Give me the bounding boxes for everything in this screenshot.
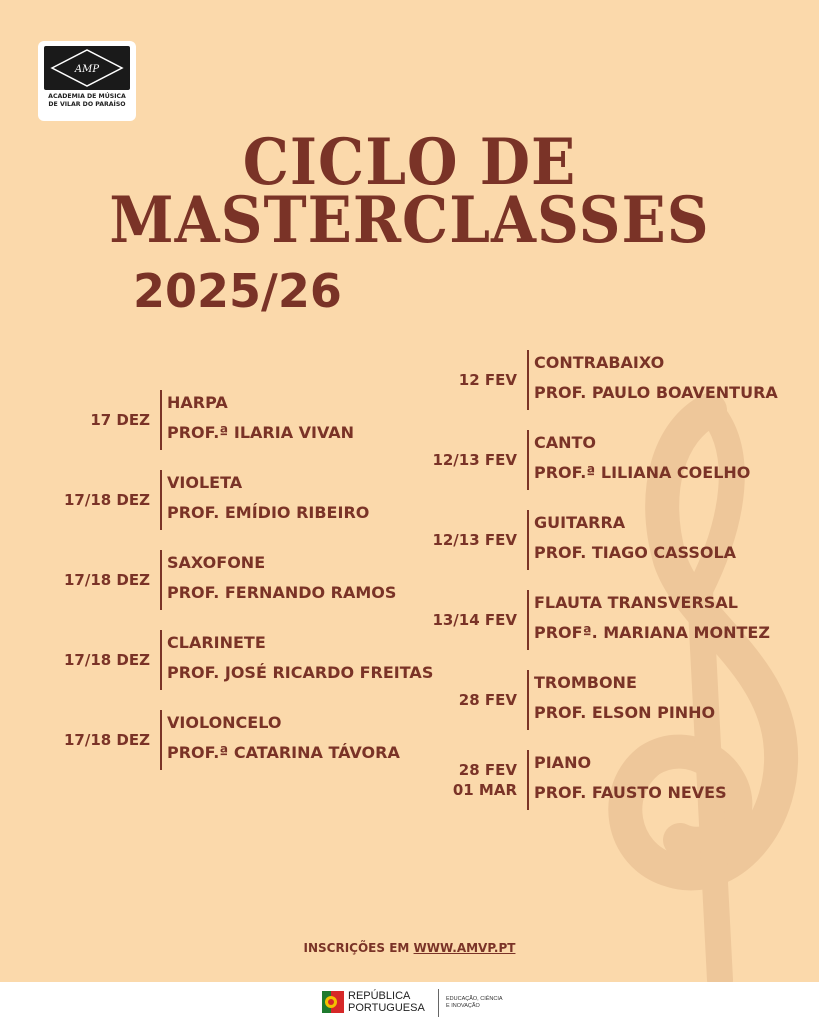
footer-divider xyxy=(438,989,439,1017)
instrument-name: HARPA xyxy=(167,393,228,412)
date-line: 12 FEV xyxy=(458,371,517,389)
date-line: 28 FEV xyxy=(458,691,517,709)
title-line-1: CICLO DE xyxy=(242,124,577,200)
instrument-name: SAXOFONE xyxy=(167,553,266,572)
masterclass-entry xyxy=(0,590,819,650)
instrument-name: PIANO xyxy=(534,753,592,772)
logo-mark-text: AMP xyxy=(74,64,100,75)
logo-line-2: DE VILAR DO PARAÍSO xyxy=(48,101,126,108)
teacher-name: PROF. FERNANDO RAMOS xyxy=(167,583,397,602)
entry-divider xyxy=(527,510,529,570)
country-line-2: PORTUGUESA xyxy=(348,1002,425,1014)
teacher-name: PROF. EMÍDIO RIBEIRO xyxy=(167,503,370,522)
masterclass-entry xyxy=(0,350,819,410)
date-line: 17/18 DEZ xyxy=(63,571,150,589)
logo-line-1: ACADEMIA DE MÚSICA xyxy=(48,93,126,100)
masterclass-entry xyxy=(0,430,819,490)
teacher-name: PROF. TIAGO CASSOLA xyxy=(534,543,737,562)
republica-portuguesa-label xyxy=(348,990,425,1014)
entry-divider xyxy=(527,350,529,410)
masterclass-entry xyxy=(0,510,819,570)
instrument-name: TROMBONE xyxy=(534,673,637,692)
academy-logo xyxy=(38,41,136,121)
government-footer-bar xyxy=(0,982,819,1024)
masterclass-date xyxy=(432,430,517,490)
entry-divider xyxy=(527,430,529,490)
entry-divider xyxy=(527,750,529,810)
instrument-name: VIOLONCELO xyxy=(167,713,282,732)
date-line: 28 FEV xyxy=(458,761,517,779)
date-line: 17/18 DEZ xyxy=(63,491,150,509)
entry-divider xyxy=(527,670,529,730)
portuguese-republic-emblem-icon xyxy=(322,991,344,1013)
ministry-line-2: E INOVAÇÃO xyxy=(446,1003,480,1009)
teacher-name: PROF. JOSÉ RICARDO FREITAS xyxy=(167,663,434,682)
date-line: 12/13 FEV xyxy=(432,531,517,549)
instrument-name: VIOLETA xyxy=(167,473,243,492)
masterclass-date xyxy=(432,510,517,570)
instrument-name: CANTO xyxy=(534,433,597,452)
date-line: 17/18 DEZ xyxy=(63,651,150,669)
masterclass-entry xyxy=(0,750,819,810)
date-line: 13/14 FEV xyxy=(432,611,517,629)
teacher-name: PROF. ELSON PINHO xyxy=(534,703,716,722)
masterclass-entry xyxy=(0,670,819,730)
registration-prefix: INSCRIÇÕES EM xyxy=(303,941,414,955)
instrument-name: CONTRABAIXO xyxy=(534,353,665,372)
teacher-name: PROF.ª CATARINA TÁVORA xyxy=(167,743,400,762)
teacher-name: PROF.ª LILIANA COELHO xyxy=(534,463,751,482)
masterclass-date xyxy=(453,750,517,810)
logo-mark xyxy=(44,46,130,90)
masterclass-date xyxy=(459,350,517,410)
registration-url-link[interactable]: WWW.AMVP.PT xyxy=(413,941,516,955)
teacher-name: PROF. FAUSTO NEVES xyxy=(534,783,727,802)
logo-text xyxy=(38,93,136,109)
masterclass-date xyxy=(432,590,517,650)
title-line-2: MASTERCLASSES xyxy=(109,182,710,258)
date-line: 12/13 FEV xyxy=(432,451,517,469)
instrument-name: CLARINETE xyxy=(167,633,266,652)
ministry-line-1: EDUCAÇÃO, CIÊNCIA xyxy=(446,996,503,1002)
instrument-name: FLAUTA TRANSVERSAL xyxy=(534,593,738,612)
date-line: 17/18 DEZ xyxy=(63,731,150,749)
masterclass-date xyxy=(459,670,517,730)
registration-note xyxy=(0,941,819,955)
entry-divider xyxy=(527,590,529,650)
teacher-name: PROFª. MARIANA MONTEZ xyxy=(534,623,770,642)
teacher-name: PROF. PAULO BOAVENTURA xyxy=(534,383,778,402)
ministry-label xyxy=(446,996,503,1010)
teacher-name: PROF.ª ILARIA VIVAN xyxy=(167,423,355,442)
country-line-1: REPÚBLICA xyxy=(348,990,411,1002)
date-line: 17 DEZ xyxy=(90,411,150,429)
date-line-2: 01 MAR xyxy=(452,781,517,799)
season-year: 2025/26 xyxy=(133,264,342,318)
instrument-name: GUITARRA xyxy=(534,513,626,532)
